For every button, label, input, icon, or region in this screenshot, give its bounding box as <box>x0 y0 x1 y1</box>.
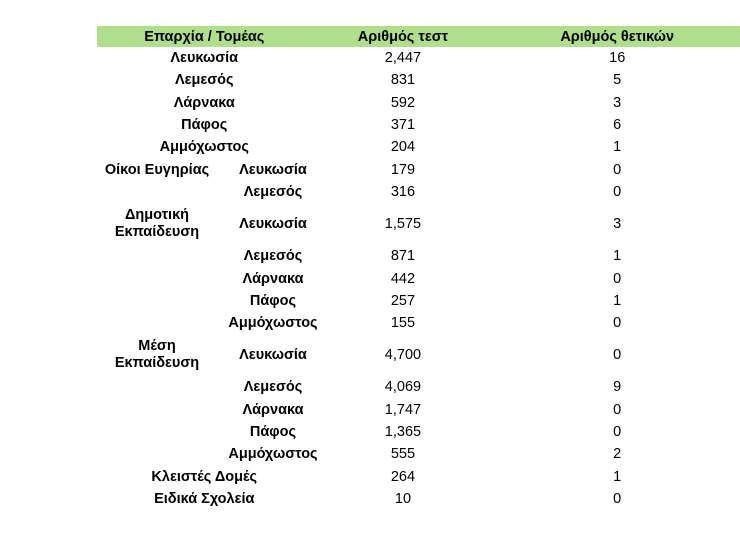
row-tests: 592 <box>390 94 416 111</box>
table-row <box>97 114 740 136</box>
row-tests: 4,700 <box>384 347 422 364</box>
row-positives: 3 <box>613 94 622 111</box>
row-tests: 831 <box>390 72 416 89</box>
table-row <box>97 290 740 312</box>
row-label <box>97 376 312 398</box>
row-tests: 555 <box>390 446 416 463</box>
subrow-label: Αμμόχωστος <box>228 315 318 332</box>
group-label-line2: Εκπαίδευση <box>114 224 200 241</box>
row-label <box>97 181 312 203</box>
row-tests: 155 <box>390 315 416 332</box>
table-row <box>97 488 740 510</box>
group-label-line1: Δημοτική <box>124 207 190 224</box>
row-label: Ειδικά Σχολεία <box>154 490 255 507</box>
row-label: Λεμεσός <box>174 72 234 89</box>
subrow-label: Λεμεσός <box>243 183 303 200</box>
row-label <box>97 290 312 312</box>
table-body <box>97 47 740 510</box>
header-row <box>97 26 740 47</box>
subrow-label: Λάρνακα <box>242 401 304 418</box>
row-label: Κλειστές Δομές <box>151 468 258 485</box>
table-row <box>97 334 740 376</box>
subrow-label: Πάφος <box>249 424 297 440</box>
row-tests: 10 <box>394 490 412 507</box>
row-positives: 1 <box>613 248 622 265</box>
subrow-label: Αμμόχωστος <box>228 446 318 463</box>
row-tests: 371 <box>390 117 416 134</box>
group-label <box>82 338 232 372</box>
row-positives: 6 <box>613 117 622 134</box>
row-label: Λευκωσία <box>170 50 239 67</box>
table-row <box>97 245 740 267</box>
group-label-line2: Εκπαίδευση <box>114 355 200 372</box>
table-header <box>97 26 740 47</box>
row-label: Πάφος <box>181 117 228 134</box>
row-tests: 2,447 <box>384 50 422 67</box>
row-tests: 442 <box>390 270 416 287</box>
row-tests: 1,575 <box>384 216 422 233</box>
row-positives: 0 <box>613 347 622 364</box>
row-label: Λάρνακα <box>173 94 235 111</box>
row-positives: 5 <box>613 72 622 89</box>
subrow-label: Πάφος <box>249 292 297 309</box>
table-row <box>97 443 740 465</box>
row-positives: 16 <box>609 50 626 67</box>
table-row <box>97 158 740 180</box>
row-positives: 1 <box>613 139 622 156</box>
table-row <box>97 421 740 443</box>
row-positives: 0 <box>613 401 622 418</box>
subrow-label: Λεμεσός <box>243 379 303 396</box>
subrow-label: Λεμεσός <box>243 248 303 265</box>
row-label <box>97 312 318 334</box>
row-positives: 0 <box>613 270 622 287</box>
group-label <box>82 207 232 241</box>
row-tests: 1,747 <box>384 401 422 418</box>
row-positives: 3 <box>613 216 622 233</box>
subrow-label: Λευκωσία <box>239 161 307 178</box>
subrow-label: Λευκωσία <box>239 216 307 233</box>
row-tests: 871 <box>390 248 416 265</box>
header-area: Επαρχία / Τομέας <box>97 26 312 47</box>
row-label <box>97 158 312 180</box>
row-label <box>97 245 312 267</box>
row-label <box>97 267 312 289</box>
results-table <box>97 26 740 510</box>
row-tests: 179 <box>390 161 416 178</box>
row-tests: 264 <box>390 468 416 485</box>
table-row <box>97 181 740 203</box>
table-row <box>97 203 740 245</box>
row-label: Αμμόχωστος <box>159 139 249 156</box>
table-row <box>97 69 740 91</box>
row-tests: 204 <box>390 139 416 156</box>
row-positives: 9 <box>613 379 622 396</box>
row-positives: 1 <box>613 468 622 485</box>
table-row <box>97 136 740 158</box>
table-row <box>97 92 740 114</box>
row-tests: 1,365 <box>384 424 422 440</box>
group-label-line1: Μέση <box>138 338 176 355</box>
group-label: Οίκοι Ευγηρίας <box>104 161 210 178</box>
header-positives: Αριθμός θετικών <box>494 26 740 47</box>
row-positives: 0 <box>613 161 622 178</box>
row-positives: 0 <box>613 490 622 507</box>
table-row <box>97 376 740 398</box>
table-row <box>97 465 740 487</box>
row-label <box>97 334 312 376</box>
row-positives: 0 <box>613 315 622 332</box>
row-tests: 4,069 <box>384 379 422 396</box>
row-tests: 257 <box>390 292 416 309</box>
row-positives: 1 <box>613 292 622 309</box>
row-label <box>97 399 312 421</box>
row-tests: 316 <box>390 183 416 200</box>
table-row <box>97 47 740 69</box>
row-label <box>97 443 318 465</box>
table-row <box>97 267 740 289</box>
table-row <box>97 312 740 334</box>
row-label <box>97 421 312 443</box>
row-positives: 0 <box>613 424 622 440</box>
subrow-label: Λευκωσία <box>239 347 307 364</box>
row-positives: 0 <box>613 183 622 200</box>
header-tests: Αριθμός τεστ <box>312 26 495 47</box>
row-label <box>97 203 312 245</box>
row-positives: 2 <box>613 446 622 463</box>
table-row <box>97 399 740 421</box>
subrow-label: Λάρνακα <box>242 270 304 287</box>
